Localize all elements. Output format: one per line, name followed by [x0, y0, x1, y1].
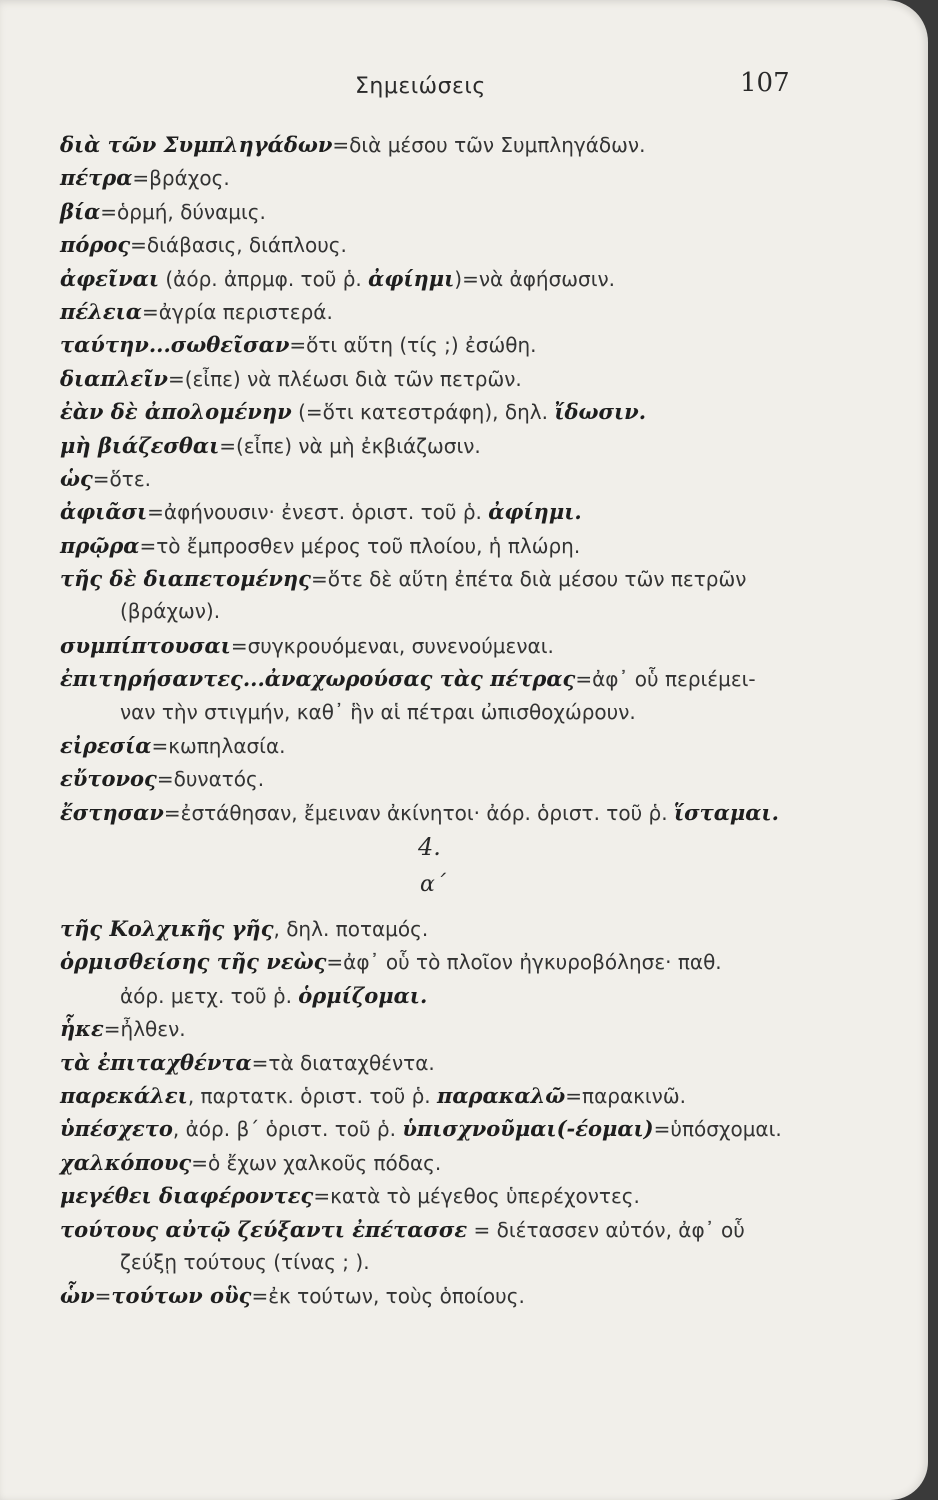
note-line [60, 295, 860, 328]
note-line [60, 495, 860, 528]
note-line [60, 662, 860, 695]
note-gloss: =κωπηλασία. [151, 734, 286, 759]
notes-section-1 [60, 128, 860, 829]
note-term: παρακαλῶ [436, 1082, 566, 1108]
section-subheading: α΄ [420, 872, 446, 897]
note-line [60, 262, 860, 295]
note-line [60, 1112, 860, 1145]
note-term: διαπλεῖν [60, 365, 168, 391]
note-term: τὰ ἐπιταχθέντα [60, 1049, 252, 1075]
note-gloss: , παρτατκ. ὁριστ. τοῦ ῥ. [187, 1083, 437, 1108]
note-line [60, 529, 860, 562]
note-line [60, 562, 860, 595]
note-line [60, 696, 860, 729]
note-line [60, 362, 860, 395]
note-term: ὧν [60, 1283, 95, 1309]
note-gloss: =τὰ διαταχθέντα. [251, 1050, 435, 1075]
note-term: μεγέθει διαφέροντες [60, 1183, 314, 1209]
note-gloss: = [94, 1284, 112, 1309]
note-line [60, 429, 860, 462]
note-gloss: = διέτασσεν αὐτόν, ἀφ᾽ οὗ [467, 1217, 745, 1242]
note-gloss: =τὸ ἔμπροσθεν μέρος τοῦ πλοίου, ἡ πλώρη. [139, 533, 581, 558]
note-term: πέτρα [60, 165, 133, 191]
note-gloss: =(εἶπε) νὰ πλέωσι διὰ τῶν πετρῶν. [167, 366, 522, 391]
note-gloss: =διὰ μέσου τῶν Συμπληγάδων. [332, 133, 646, 157]
note-gloss: =συγκρουόμεναι, συνενούμεναι. [230, 633, 554, 658]
note-term: τούτους αὐτῷ ζεύξαντι ἐπέτασσε [60, 1216, 468, 1242]
note-gloss: =ἦλθεν. [103, 1017, 186, 1042]
note-term: ἀφεῖναι [60, 265, 159, 291]
note-gloss: =ἀφήνουσιν· ἐνεστ. ὁριστ. τοῦ ῥ. [147, 500, 489, 525]
note-line [60, 161, 860, 194]
note-gloss: =βράχος. [132, 166, 230, 191]
note-term: παρεκάλει [60, 1082, 188, 1108]
note-term: μὴ βιάζεσθαι [60, 432, 220, 458]
note-gloss: )=νὰ ἀφήσωσιν. [454, 266, 616, 291]
note-line [60, 729, 860, 762]
page-number: 107 [740, 68, 790, 98]
note-gloss: =παρακινῶ. [565, 1083, 686, 1108]
note-term: πέλεια [60, 298, 142, 324]
note-gloss: =δυνατός. [156, 767, 265, 792]
note-term: συμπίπτουσαι [60, 632, 231, 658]
note-line [60, 462, 860, 495]
note-term: ταύτην...σωθεῖσαν [60, 332, 290, 358]
note-line [60, 1012, 860, 1045]
note-line [60, 1079, 860, 1112]
note-term: ἐπιτηρήσαντες...ἀναχωρούσας τὰς πέτρας [60, 666, 576, 692]
note-gloss: =ἐκ τούτων, τοὺς ὁποίους. [251, 1284, 525, 1309]
note-term: ἀφίημι [368, 265, 455, 291]
note-term: ὑπέσχετο [60, 1116, 173, 1142]
note-gloss: =κατὰ τὸ μέγεθος ὑπερέχοντες. [313, 1184, 640, 1209]
note-term: ἔστησαν [60, 799, 164, 825]
note-term: τούτων οὓς [111, 1283, 252, 1309]
note-gloss: , δηλ. ποταμός. [273, 917, 429, 941]
note-line [60, 328, 860, 361]
note-line [60, 1279, 860, 1312]
note-line [60, 912, 860, 945]
note-line [60, 979, 860, 1012]
note-term: πρῷρα [60, 532, 140, 558]
note-continuation: ζεύξῃ τούτους (τίνας ; ). [120, 1249, 370, 1274]
note-term: ὑπισχνοῦμαι(-έομαι) [402, 1116, 654, 1142]
note-line [60, 128, 860, 161]
note-term: ἀφιᾶσι [60, 499, 148, 525]
note-term: διὰ τῶν Συμπληγάδων [60, 132, 333, 157]
note-line [60, 629, 860, 662]
note-term: τῆς δὲ διαπετομένης [60, 566, 311, 592]
note-line [60, 195, 860, 228]
note-term: πόρος [60, 232, 131, 258]
note-gloss: =ὅτι αὕτη (τίς ;) ἐσώθη. [289, 333, 537, 358]
note-term: εἰρεσία [60, 733, 152, 759]
note-line [60, 762, 860, 795]
notes-section-2 [60, 912, 860, 1313]
note-term: ἐὰν δὲ ἀπολομένην [60, 399, 292, 425]
note-line [60, 1179, 860, 1212]
note-gloss: =ἐστάθησαν, ἔμειναν ἀκίνητοι· ἀόρ. ὁριστ. τοῦ ῥ. [163, 800, 674, 825]
note-gloss: =ὅτε δὲ αὕτη ἐπέτα διὰ μέσου τῶν πετρῶν [310, 567, 747, 592]
note-term: Κολχικῆς γῆς [109, 916, 274, 941]
note-gloss: (ἀόρ. ἀπρμφ. τοῦ ῥ. [158, 266, 369, 291]
page-header [0, 68, 928, 108]
note-gloss: =ὁ ἔχων χαλκοῦς πόδας. [191, 1150, 442, 1175]
note-line [60, 1046, 860, 1079]
note-continuation: ναν τὴν στιγμήν, καθ᾽ ἣν αἱ πέτραι ὠπισθοχώρουν. [120, 699, 636, 724]
note-term: ἴδωσιν. [554, 399, 647, 425]
note-line [60, 945, 860, 978]
note-gloss: =ἀγρία περιστερά. [141, 299, 333, 324]
note-line [60, 228, 860, 261]
note-continuation: ἀόρ. μετχ. τοῦ ῥ. [120, 983, 299, 1008]
note-gloss: (=ὅτι κατεστράφη), δηλ. [291, 400, 555, 425]
note-term: ἀφίημι. [488, 499, 582, 525]
note-gloss: =διάβασις, διάπλους. [130, 233, 347, 258]
note-gloss: =ὑπόσχομαι. [653, 1117, 782, 1142]
note-term: εὔτονος [60, 766, 157, 792]
note-line [60, 1146, 860, 1179]
running-head: Σημειώσεις [355, 74, 486, 99]
note-prefix: τῆς [60, 916, 110, 941]
note-gloss: =ὁρμή, δύναμις. [100, 199, 266, 224]
note-gloss: , ἀόρ. β΄ ὁριστ. τοῦ ῥ. [172, 1117, 403, 1142]
note-term: ἧκε [60, 1016, 104, 1042]
note-term: ἵσταμαι. [673, 799, 779, 825]
note-line [60, 395, 860, 428]
note-term: ὁρμισθείσης τῆς νεὼς [60, 949, 327, 975]
note-continuation: (βράχων). [120, 599, 221, 624]
note-term: ὁρμίζομαι. [298, 982, 428, 1008]
note-term: χαλκόπους [60, 1149, 192, 1175]
note-gloss: =(εἶπε) νὰ μὴ ἐκβιάζωσιν. [219, 433, 481, 458]
note-gloss: =ἀφ᾽ οὗ περιέμει- [575, 667, 756, 692]
note-line [60, 1213, 860, 1246]
note-line [60, 1246, 860, 1279]
note-term: βία [60, 198, 101, 224]
note-line [60, 796, 860, 829]
note-gloss: =ὅτε. [92, 466, 151, 491]
note-line [60, 595, 860, 628]
note-gloss: =ἀφ᾽ οὗ τὸ πλοῖον ἠγκυροβόλησε· παθ. [326, 950, 722, 975]
section-number: 4. [418, 833, 441, 861]
note-term: ὡς [60, 465, 93, 491]
